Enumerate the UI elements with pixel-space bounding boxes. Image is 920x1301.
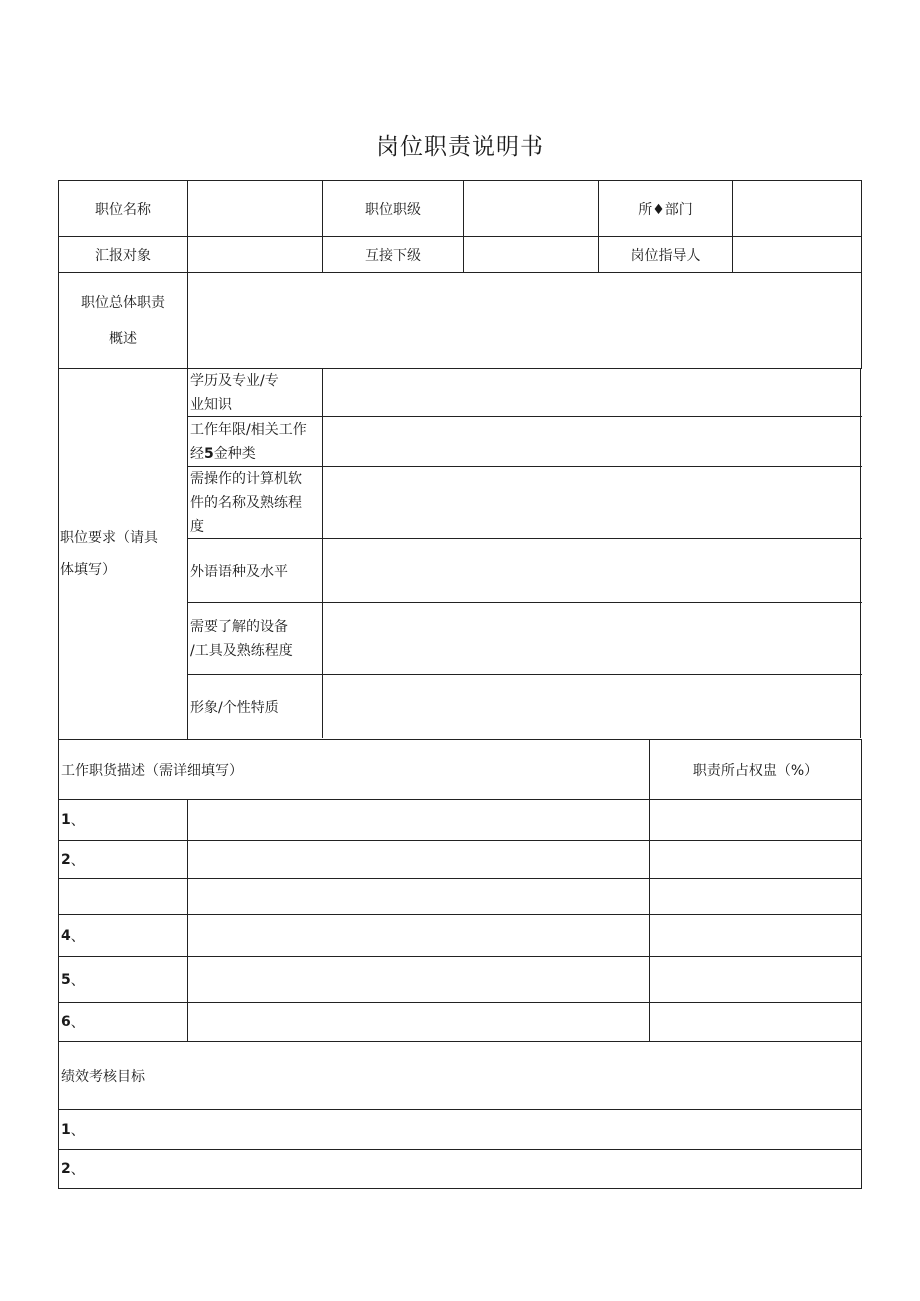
performance-goal-field[interactable]: 1 、 xyxy=(59,1110,862,1149)
software-label-line-2: 件的名称及熟练程 xyxy=(190,494,302,511)
duty-row xyxy=(59,915,862,957)
overview-label-line-1: 职位总体职责 xyxy=(81,294,165,311)
duty-description-field[interactable] xyxy=(188,915,650,956)
education-field[interactable] xyxy=(323,369,861,416)
duty-description-field[interactable] xyxy=(188,841,650,878)
duty-number: 1 、 xyxy=(59,800,188,840)
job-description-table xyxy=(58,180,862,1189)
requirements-block xyxy=(59,369,862,740)
duty-row xyxy=(59,957,862,1003)
requirement-row xyxy=(188,539,862,603)
duty-row xyxy=(59,841,862,879)
experience-label xyxy=(188,417,323,466)
duties-header-row xyxy=(59,740,862,800)
duty-weight-field[interactable] xyxy=(650,800,862,840)
duty-row xyxy=(59,800,862,841)
education-label-line-2: 业知识 xyxy=(190,396,232,413)
performance-header: 绩效考核目标 xyxy=(59,1042,862,1109)
direct-subordinate-field[interactable] xyxy=(464,237,599,272)
requirements-items xyxy=(188,369,862,739)
duty-description-field[interactable] xyxy=(188,957,650,1002)
overview-label-line-2: 概述 xyxy=(109,330,137,347)
experience-field[interactable] xyxy=(323,417,861,466)
personality-label: 形象/个性特质 xyxy=(188,675,323,738)
requirements-label xyxy=(59,369,188,739)
duty-weight-field[interactable] xyxy=(650,915,862,956)
duties-weight-header: 职责所占权盅（%） xyxy=(650,740,862,799)
experience-label-line-2: 经5金种类 xyxy=(190,445,256,462)
requirement-row xyxy=(188,417,862,467)
position-name-field[interactable] xyxy=(188,181,323,236)
equipment-label xyxy=(188,603,323,674)
department-field[interactable] xyxy=(733,181,862,236)
performance-header-row xyxy=(59,1042,862,1110)
duty-number xyxy=(59,879,188,914)
position-name-label: 职位名称 xyxy=(59,181,188,236)
performance-row xyxy=(59,1110,862,1150)
requirement-row xyxy=(188,467,862,539)
software-label-line-1: 需操作的计算机软 xyxy=(190,470,302,487)
equipment-label-line-1: 需要了解的设备 xyxy=(190,618,288,635)
education-label-line-1: 学历及专业/专 xyxy=(190,372,279,389)
experience-label-line-1: 工作年限/相关工作 xyxy=(190,421,307,438)
duty-row xyxy=(59,879,862,915)
duty-description-field[interactable] xyxy=(188,879,650,914)
duty-description-field[interactable] xyxy=(188,1003,650,1041)
duty-weight-field[interactable] xyxy=(650,879,862,914)
software-label xyxy=(188,467,323,538)
performance-row xyxy=(59,1150,862,1189)
software-label-line-3: 度 xyxy=(190,518,204,535)
report-to-field[interactable] xyxy=(188,237,323,272)
header-row-2 xyxy=(59,237,862,273)
duty-weight-field[interactable] xyxy=(650,1003,862,1041)
page-title: 岗位职责说明书 xyxy=(376,134,544,160)
position-level-label: 职位职级 xyxy=(323,181,464,236)
department-label: 所♦部门 xyxy=(599,181,733,236)
requirement-row xyxy=(188,369,862,417)
duty-number: 4 、 xyxy=(59,915,188,956)
overview-field[interactable] xyxy=(188,273,862,368)
duty-number: 2 、 xyxy=(59,841,188,878)
overview-label xyxy=(59,273,188,368)
duty-number: 5 、 xyxy=(59,957,188,1002)
duty-weight-field[interactable] xyxy=(650,841,862,878)
report-to-label: 汇报对象 xyxy=(59,237,188,272)
software-field[interactable] xyxy=(323,467,861,538)
overview-row xyxy=(59,273,862,369)
mentor-field[interactable] xyxy=(733,237,862,272)
mentor-label: 岗位指导人 xyxy=(599,237,733,272)
equipment-label-line-2: /工具及熟练程度 xyxy=(190,642,293,659)
header-row-1 xyxy=(59,181,862,237)
position-level-field[interactable] xyxy=(464,181,599,236)
direct-subordinate-label: 互接下级 xyxy=(323,237,464,272)
equipment-field[interactable] xyxy=(323,603,861,674)
performance-goal-field[interactable]: 2 、 xyxy=(59,1150,862,1188)
language-field[interactable] xyxy=(323,539,861,602)
language-label: 外语语种及水平 xyxy=(188,539,323,602)
requirements-label-line-2: 体填写） xyxy=(60,562,116,578)
requirement-row xyxy=(188,675,862,738)
education-label xyxy=(188,369,323,416)
requirements-label-line-1: 职位要求（请具 xyxy=(60,530,158,546)
duties-description-header: 工作职货描述（需详细填写） xyxy=(59,740,650,799)
duty-row xyxy=(59,1003,862,1042)
duty-weight-field[interactable] xyxy=(650,957,862,1002)
duty-number: 6 、 xyxy=(59,1003,188,1041)
duty-description-field[interactable] xyxy=(188,800,650,840)
personality-field[interactable] xyxy=(323,675,861,738)
requirement-row xyxy=(188,603,862,675)
